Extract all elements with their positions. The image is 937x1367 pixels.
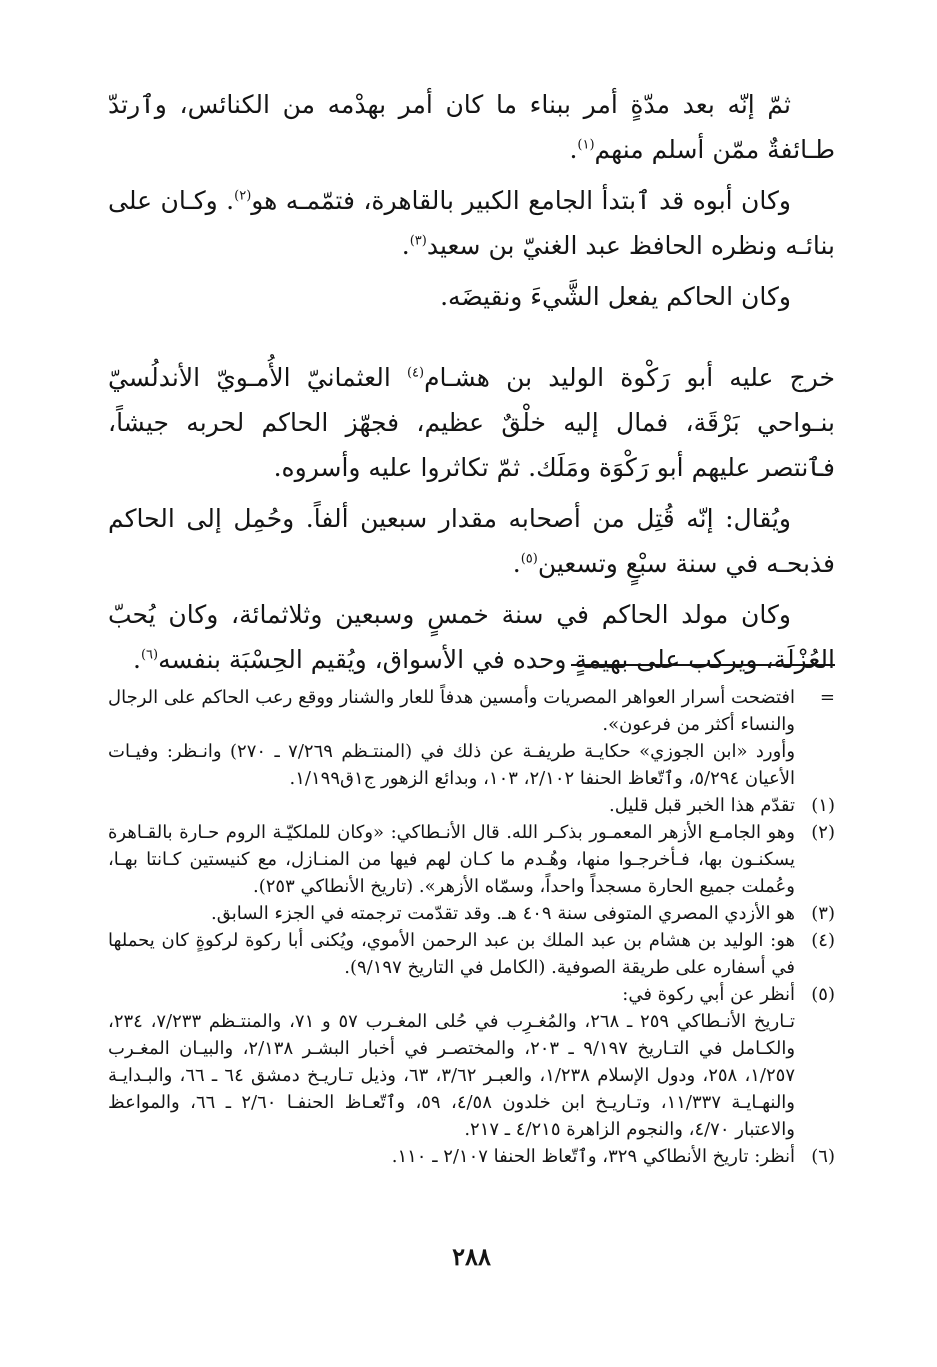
footnote-3 <box>108 900 835 927</box>
footnote-number: (١) <box>811 795 835 816</box>
footnote-ref-1[interactable]: (١) <box>577 137 595 153</box>
footnote-text: وأورد «ابن الجوزي» حكايـة طريفـة عن ذلك في (المنتـظم ٧/٢٦٩ ـ ٢٧٠) وانـظر: وفيـات الأعيان ٥/٢٩٤، وٱتّعاظ الحنفا ٢/١٠٢، ١٠٣، وبدائع الزهور ج١ق١/١٩٩. <box>108 741 796 789</box>
footnote-marker <box>795 738 835 792</box>
footnote-text: وهو الجامـع الأزهر المعمـور بذكـر الله. قال الأنـطاكي: «وكان للملكيّـة الروم حـارة بالقـاهرة يسكنـون بها، فـأخرجـوا منها، وهُـدم ما كـان لهم فيها من المنـازل، مع كنيستين كـانتا بهـا، وعُملت جميع الحارة مسجداً واحداً، وسمّاه الأزهر». (تاريخ الأنطاكي ٢٥٣). <box>108 822 795 897</box>
footnote-ref-4[interactable]: (٤) <box>406 365 425 381</box>
footnote-4 <box>108 927 835 981</box>
paragraph-2: وكان أبوه قد ٱبتدأ الجامع الكبير بالقاهرة، فتمّمـه هو$^{(٢)}$. وكـان على بنائـه ونظره الحافظ عبد الغنيّ بن سعيد$^{(٣)}$. <box>108 186 835 260</box>
footnote-text: هو: الوليد بن هشام بن عبد الملك بن عبد الرحمن الأموي، ويُكنى أبا ركوة لركوةٍ كان يحملها في أسفاره على طريقة الصوفية. (الكامل في التاريخ ٩/١٩٧). <box>108 930 795 978</box>
book-page <box>108 82 835 1322</box>
page-number: ٢٨٨ <box>452 1242 491 1271</box>
footnote-1 <box>108 792 835 819</box>
footnote-ref-6[interactable]: (٦) <box>140 647 159 663</box>
footnote-text: أنظر عن أبي ركوة في: <box>622 984 795 1005</box>
footnote-text: افتضحت أسرار العواهر المصريات وأمسين هدفاً للعار والشنار ووقع رعب الحاكم على الرجال والنساء أكثر من فرعون». <box>108 687 795 735</box>
paragraph-1: ثمّ إنّه بعد مدّةٍ أمر ببناء ما كان أمر بهدْمه من الكنائس، وٱرتدّ طـائفةٌ ممّن أسلم منهم$^{(١)}$. <box>108 90 835 164</box>
footnote-ref-3[interactable]: (٣) <box>409 233 427 249</box>
footnote-ref-2[interactable]: (٢) <box>234 188 252 204</box>
footnote-5-sources <box>108 1008 835 1143</box>
footnote-continued-2 <box>108 738 835 792</box>
paragraph-6: وكان مولد الحاكم في سنة خمسٍ وسبعين وثلاثمائة، وكان يُحبّ العُزْلَة، ويركب على بهيمةٍ وحده في الأسواق، ويُقيم الحِسْبَة بنفسه$^{(٦)}$. <box>108 600 835 674</box>
footnote-ref-5[interactable]: (٥) <box>520 551 538 567</box>
footnote-number: (٤) <box>811 930 835 951</box>
footnote-text: تـاريخ الأنـطاكي ٢٥٩ ـ ٢٦٨، والمُغـرِب في حُلى المغـرب ٥٧ و ٧١، والمنتـظم ٧/٢٣٣، ٢٣٤، والكـامل في التـاريخ ٩/١٩٧ ـ ٢٠٣، والمختصـر في أخبار البشـر ٢/١٣٨، والبيـان المغـرب ١/٢٥٧، ٢٥٨، ودول الإسلام ١/٢٣٨، والعبـر ٣/٦٢، ٦٣، وذيل تـاريـخ دمشق ٦٤ ـ ٦٦، والبـدايـة والنهـايـة ١١/٣٣٧، وتـاريـخ ابن خلدون ٤/٥٨، ٥٩، وٱتّعـاظ الحنفـا ٢/٦٠ ـ ٦٦، والمواعظ والاعتبار ٤/٧٠، والنجوم الزاهرة ٤/٢١٥ ـ ٢١٧. <box>108 1011 796 1140</box>
footnote-text: تقدّم هذا الخبر قبل قليل. <box>608 795 795 816</box>
paragraph-3: وكان الحاكم يفعل الشَّيءَ ونقيضَه. <box>440 282 791 311</box>
main-text <box>108 82 835 682</box>
footnote-marker: = <box>819 687 835 708</box>
footnote-text: أنظر: تاريخ الأنطاكي ٣٢٩، وٱتّعاظ الحنفا ٢/١٠٧ ـ ١١٠. <box>391 1146 795 1167</box>
paragraph-4: خرج عليه أبو رَكْوة الوليد بن هشـام$^{(٤)}$ العثمانيّ الأُمـويّ الأندلُسيّ بنـواحي بَرْقَة، فمال إليه خلْقٌ عظيم، فجهّز الحاكم لحربه جيشاً، فٱنتصر عليهم أبو رَكْوَة ومَلَك. ثمّ تكاثروا عليه وأسروه. <box>108 363 835 482</box>
footnote-text: هو الأزدي المصري المتوفى سنة ٤٠٩ هـ. وقد تقدّمت ترجمته في الجزء السابق. <box>210 903 795 924</box>
footnote-divider <box>571 664 835 666</box>
footnotes <box>108 684 835 1170</box>
footnote-2 <box>108 819 835 900</box>
footnote-number: (٢) <box>811 822 835 843</box>
paragraph-5: ويُقال: إنّه قُتِل من أصحابه مقدار سبعين ألفاً. وحُمِل إلى الحاكم فذبحـه في سنة سبْعٍ وتسعين$^{(٥)}$. <box>108 504 835 578</box>
footnote-number <box>795 1008 835 1143</box>
footnote-number: (٥) <box>811 984 835 1005</box>
footnote-continued <box>108 684 835 738</box>
footnote-number: (٦) <box>811 1146 835 1167</box>
footnote-5 <box>108 981 835 1008</box>
footnote-6 <box>108 1143 835 1170</box>
footnote-number: (٣) <box>811 903 835 924</box>
